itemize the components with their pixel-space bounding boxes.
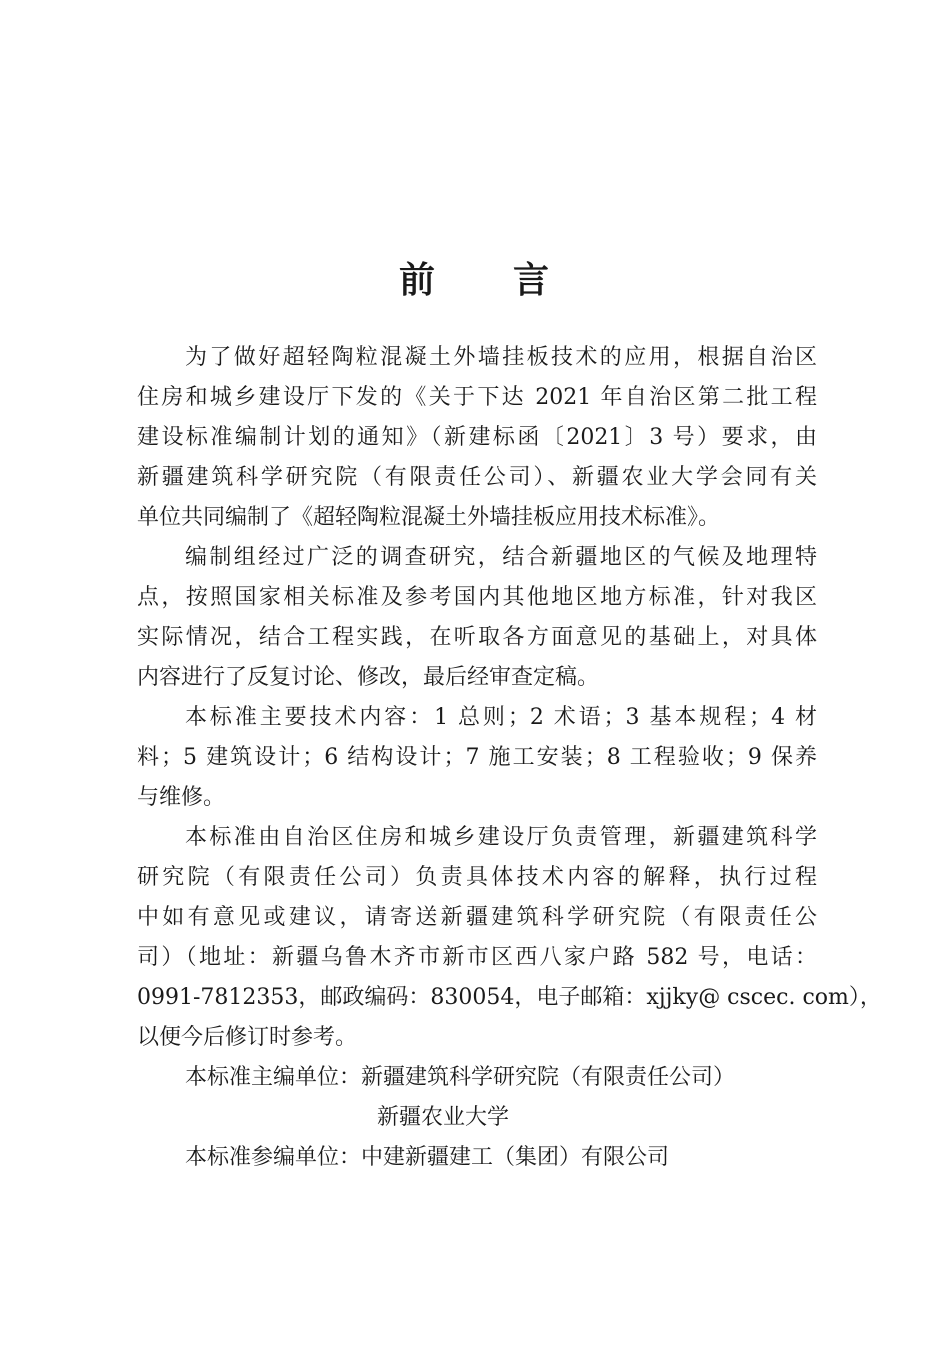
paragraph-line: 编制组经过广泛的调查研究，结合新疆地区的气候及地理特 bbox=[185, 545, 817, 570]
paragraph-line: 料；5 建筑设计；6 结构设计；7 施工安装；8 工程验收；9 保养 bbox=[137, 745, 817, 770]
page-title bbox=[0, 252, 950, 303]
title-char-1: 前 bbox=[398, 259, 437, 301]
paragraph-line: 与维修。 bbox=[137, 785, 226, 810]
participating-unit: 本标准参编单位：中建新疆建工（集团）有限公司 bbox=[185, 1145, 670, 1170]
paragraph-2 bbox=[137, 538, 817, 698]
chief-editor-unit: 本标准主编单位：新疆建筑科学研究院（有限责任公司） bbox=[185, 1065, 736, 1090]
paragraph-1 bbox=[137, 338, 817, 538]
paragraph-line: 为了做好超轻陶粒混凝土外墙挂板技术的应用，根据自治区 bbox=[185, 345, 817, 370]
paragraph-line: 点，按照国家相关标准及参考国内其他地区地方标准，针对我区 bbox=[137, 585, 817, 610]
paragraph-4 bbox=[137, 818, 882, 1058]
title-char-2: 言 bbox=[513, 259, 552, 301]
paragraph-3 bbox=[137, 698, 817, 818]
paragraph-line: 单位共同编制了《超轻陶粒混凝土外墙挂板应用技术标准》。 bbox=[137, 505, 721, 530]
paragraph-line: 实际情况，结合工程实践，在听取各方面意见的基础上，对具体 bbox=[137, 625, 817, 650]
paragraph-line: 研究院（有限责任公司）负责具体技术内容的解释，执行过程 bbox=[137, 865, 817, 890]
paragraph-line: 本标准由自治区住房和城乡建设厅负责管理，新疆建筑科学 bbox=[185, 825, 817, 850]
paragraph-line: 司）（地址：新疆乌鲁木齐市新市区西八家户路 582 号，电话： bbox=[137, 945, 817, 970]
chief-editor-unit-2: 新疆农业大学 bbox=[377, 1105, 510, 1130]
paragraph-line: 新疆建筑科学研究院（有限责任公司）、新疆农业大学会同有关 bbox=[137, 465, 817, 490]
preface-body bbox=[137, 338, 882, 1178]
editor-units bbox=[137, 1058, 817, 1178]
paragraph-line: 本标准主要技术内容：1 总则；2 术语；3 基本规程；4 材 bbox=[185, 705, 817, 730]
paragraph-line: 中如有意见或建议，请寄送新疆建筑科学研究院（有限责任公 bbox=[137, 905, 817, 930]
paragraph-line: 以便今后修订时参考。 bbox=[137, 1025, 358, 1050]
paragraph-line: 住房和城乡建设厅下发的《关于下达 2021 年自治区第二批工程 bbox=[137, 385, 817, 410]
paragraph-line: 内容进行了反复讨论、修改，最后经审查定稿。 bbox=[137, 665, 600, 690]
paragraph-line: 0991-7812353，邮政编码：830054，电子邮箱：xjjky@ cscec. com）， bbox=[137, 985, 882, 1010]
paragraph-line: 建设标准编制计划的通知》（新建标函〔2021〕3 号）要求，由 bbox=[137, 425, 817, 450]
